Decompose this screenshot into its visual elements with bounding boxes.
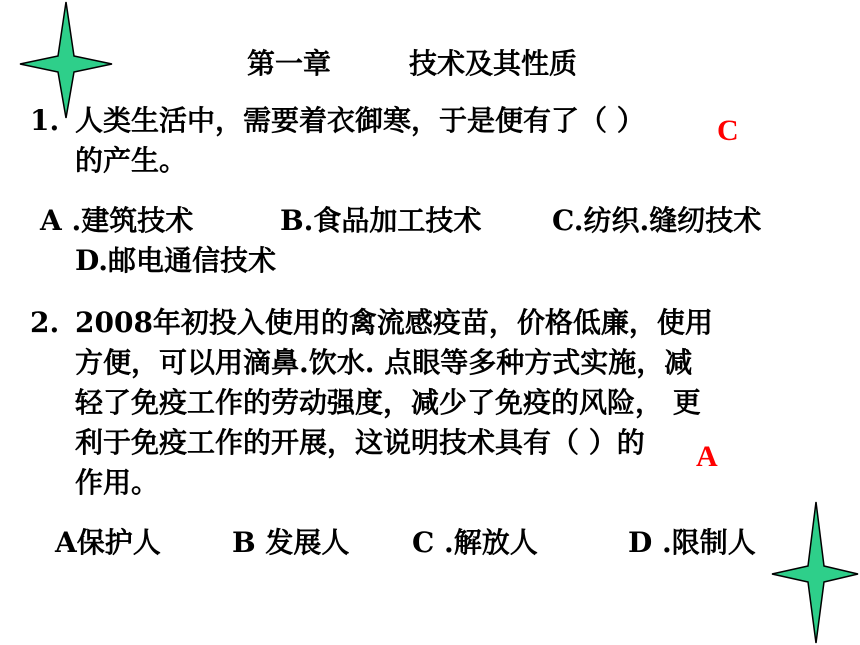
question-number: 1.: [30, 104, 60, 137]
option-b: B.食品加工技术: [280, 204, 482, 237]
question-text-line: 利于免疫工作的开展，这说明技术具有（ ）的: [75, 426, 645, 459]
question-text-line: 人类生活中，需要着衣御寒，于是便有了（ ）: [75, 104, 645, 137]
question-text-line: 方便，可以用滴鼻.饮水. 点眼等多种方式实施，减: [75, 346, 693, 379]
four-point-star-icon: [768, 500, 860, 645]
page-title: 第一章 技术及其性质: [247, 47, 577, 80]
option-d: D.邮电通信技术: [75, 244, 277, 277]
option-c: C.纺织.缝纫技术: [552, 204, 762, 237]
option-c: C .解放人: [412, 526, 538, 559]
question-text-line: 2008年初投入使用的禽流感疫苗，价格低廉，使用: [75, 306, 713, 339]
question-text-line: 的产生。: [75, 144, 188, 177]
option-a: A保护人: [55, 526, 161, 559]
answer-label: C: [717, 114, 739, 147]
option-a: A .建筑技术: [40, 204, 194, 237]
option-b: B 发展人: [232, 526, 350, 559]
question-text-line: 轻了免疫工作的劳动强度，减少了免疫的风险， 更: [75, 386, 701, 419]
answer-label: A: [696, 440, 718, 473]
question-text-line: 作用。: [75, 466, 160, 499]
question-number: 2.: [30, 306, 60, 339]
option-d: D .限制人: [628, 526, 756, 559]
four-point-star-icon: [18, 0, 114, 120]
